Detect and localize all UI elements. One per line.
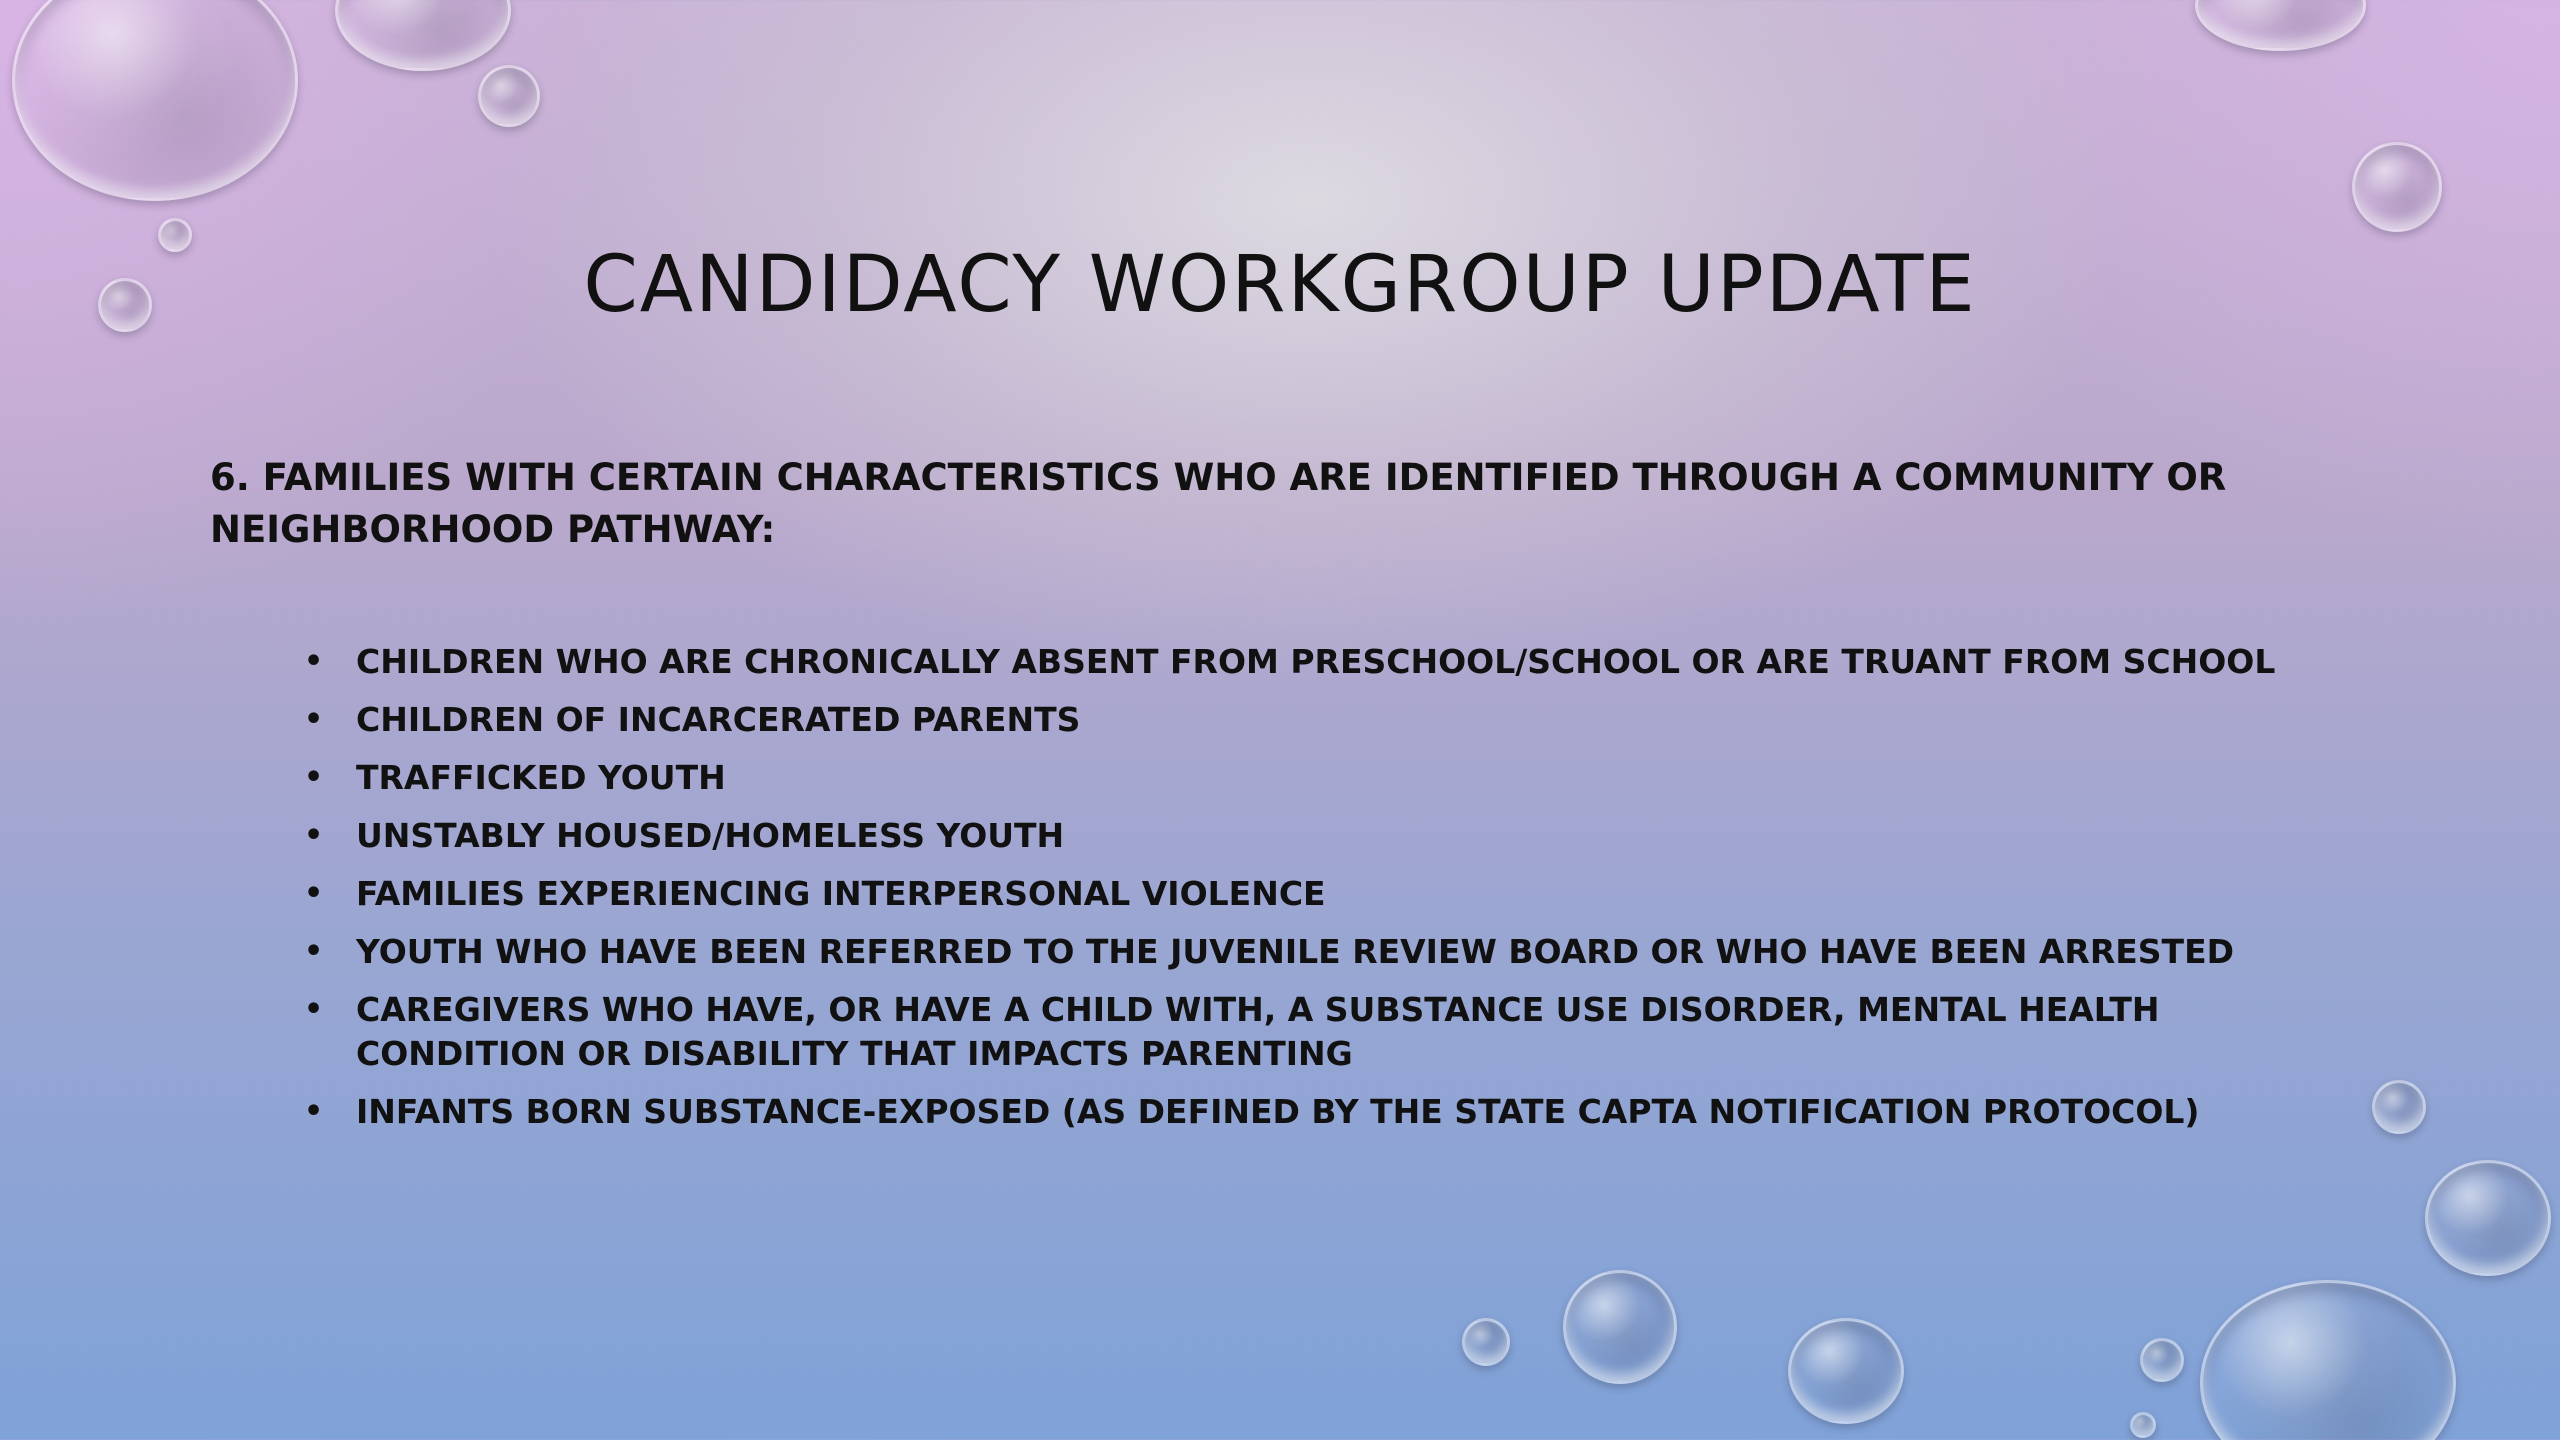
bullet-item <box>300 756 2280 800</box>
bullet-glyph: • <box>304 876 324 911</box>
bullet-text: FAMILIES EXPERIENCING INTERPERSONAL VIOLENCE <box>356 874 1326 913</box>
water-droplet-decoration <box>1462 1318 1510 1366</box>
water-droplet-decoration <box>2200 1280 2456 1440</box>
bullet-glyph: • <box>304 702 324 737</box>
bullet-list <box>300 640 2280 1148</box>
bullet-glyph: • <box>304 992 324 1027</box>
bullet-text: TRAFFICKED YOUTH <box>356 758 726 797</box>
water-droplet-decoration <box>2195 0 2366 51</box>
bullet-item <box>300 1090 2280 1134</box>
bullet-text: CHILDREN OF INCARCERATED PARENTS <box>356 700 1081 739</box>
bullet-item <box>300 872 2280 916</box>
bullet-text: CHILDREN WHO ARE CHRONICALLY ABSENT FROM PRESCHOOL/SCHOOL OR ARE TRUANT FROM SCHOOL <box>356 642 2276 681</box>
bullet-text: INFANTS BORN SUBSTANCE-EXPOSED (AS DEFINED BY THE STATE CAPTA NOTIFICATION PROTOCOL) <box>356 1092 2200 1131</box>
bullet-text: UNSTABLY HOUSED/HOMELESS YOUTH <box>356 816 1065 855</box>
water-droplet-decoration <box>2425 1160 2551 1276</box>
bullet-glyph: • <box>304 1094 324 1129</box>
bullet-glyph: • <box>304 934 324 969</box>
bullet-item <box>300 988 2280 1076</box>
water-droplet-decoration <box>2140 1338 2184 1382</box>
bullet-item <box>300 930 2280 974</box>
water-droplet-decoration <box>1788 1318 1904 1424</box>
bullet-item <box>300 698 2280 742</box>
bullet-glyph: • <box>304 760 324 795</box>
bullet-item <box>300 814 2280 858</box>
bullet-glyph: • <box>304 644 324 679</box>
bullet-item <box>300 640 2280 684</box>
bullet-glyph: • <box>304 818 324 853</box>
water-droplet-decoration <box>2130 1412 2156 1438</box>
bullet-text: YOUTH WHO HAVE BEEN REFERRED TO THE JUVENILE REVIEW BOARD OR WHO HAVE BEEN ARRESTED <box>356 932 2235 971</box>
slide-title: CANDIDACY WORKGROUP UPDATE <box>583 240 1977 330</box>
water-droplet-decoration <box>2372 1080 2426 1134</box>
water-droplet-decoration <box>2352 142 2442 232</box>
bullet-text: CAREGIVERS WHO HAVE, OR HAVE A CHILD WITH, A SUBSTANCE USE DISORDER, MENTAL HEALTH CONDITION OR DISABILITY THAT IMPACTS PARENTING <box>356 990 2160 1073</box>
water-droplet-decoration <box>12 0 298 201</box>
water-droplet-decoration <box>335 0 511 71</box>
water-droplet-decoration <box>1563 1270 1677 1384</box>
water-droplet-decoration <box>478 65 540 127</box>
slide-intro-text: 6. FAMILIES WITH CERTAIN CHARACTERISTICS WHO ARE IDENTIFIED THROUGH A COMMUNITY OR NEIGHBORHOOD PATHWAY: <box>210 456 2227 551</box>
